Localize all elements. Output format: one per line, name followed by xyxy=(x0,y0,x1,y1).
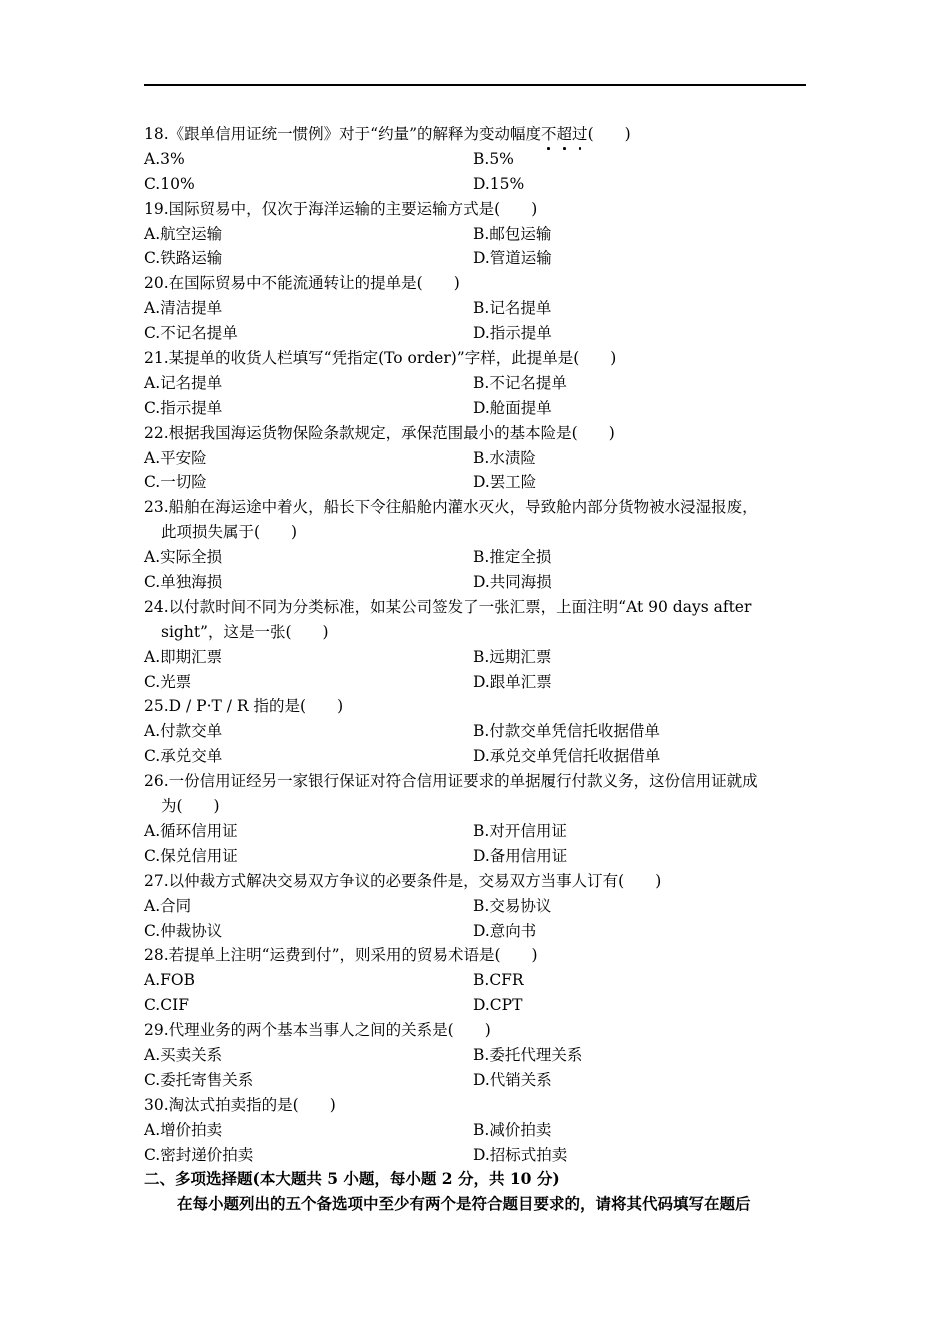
option-row xyxy=(144,321,806,346)
option-c[interactable]: C.承兑交单 xyxy=(144,747,223,766)
option-b[interactable]: B.交易协议 xyxy=(473,896,552,915)
option-a[interactable]: A.平安险 xyxy=(144,448,207,467)
option-c[interactable]: C.光票 xyxy=(144,672,192,691)
option-c[interactable]: C.10% xyxy=(144,174,195,193)
option-b[interactable]: B.推定全损 xyxy=(473,548,552,567)
option-row xyxy=(144,296,806,321)
option-a[interactable]: A.清洁提单 xyxy=(144,299,223,318)
option-b[interactable]: B.付款交单凭信托收据借单 xyxy=(473,722,660,741)
option-row xyxy=(144,470,806,495)
option-row xyxy=(144,993,806,1018)
option-row xyxy=(144,719,806,744)
option-row xyxy=(144,172,806,197)
option-row xyxy=(144,222,806,247)
option-c[interactable]: C.委托寄售关系 xyxy=(144,1070,254,1089)
section-heading: 二、多项选择题(本大题共 5 小题，每小题 2 分，共 10 分) xyxy=(144,1169,560,1189)
question-stem: 19.国际贸易中，仅次于海洋运输的主要运输方式是( ) xyxy=(144,199,538,218)
option-row xyxy=(144,744,806,769)
option-d[interactable]: D.罢工险 xyxy=(473,473,537,492)
option-b[interactable]: B.邮包运输 xyxy=(473,224,552,243)
emphasis-char: 不 xyxy=(541,122,557,147)
option-c[interactable]: C.不记名提单 xyxy=(144,324,238,343)
option-d[interactable]: D.15% xyxy=(473,174,525,193)
option-a[interactable]: A.循环信用证 xyxy=(144,821,238,840)
option-d[interactable]: D.意向书 xyxy=(473,921,537,940)
question-stem: 30.淘汰式拍卖指的是( ) xyxy=(144,1095,336,1114)
option-row xyxy=(144,1118,806,1143)
option-row xyxy=(144,1068,806,1093)
option-row xyxy=(144,396,806,421)
option-row xyxy=(144,570,806,595)
question-block xyxy=(144,869,806,944)
option-c[interactable]: C.仲裁协议 xyxy=(144,921,223,940)
question-block xyxy=(144,421,806,496)
option-row xyxy=(144,968,806,993)
option-a[interactable]: A.增价拍卖 xyxy=(144,1120,223,1139)
question-block xyxy=(144,197,806,272)
option-row xyxy=(144,246,806,271)
option-c[interactable]: C.单独海损 xyxy=(144,573,223,592)
option-d[interactable]: D.指示提单 xyxy=(473,324,552,343)
option-d[interactable]: D.代销关系 xyxy=(473,1070,552,1089)
question-stem: 21.某提单的收货人栏填写“凭指定(To order)”字样，此提单是( ) xyxy=(144,349,617,368)
option-c[interactable]: C.保兑信用证 xyxy=(144,846,238,865)
option-row xyxy=(144,1043,806,1068)
option-row xyxy=(144,919,806,944)
option-d[interactable]: D.舱面提单 xyxy=(473,398,552,417)
option-b[interactable]: B.水渍险 xyxy=(473,448,536,467)
option-d[interactable]: D.管道运输 xyxy=(473,249,552,268)
option-b[interactable]: B.CFR xyxy=(473,971,524,990)
question-block xyxy=(144,122,806,197)
option-a[interactable]: A.即期汇票 xyxy=(144,647,223,666)
option-row xyxy=(144,545,806,570)
question-stem: 25.D / P·T / R 指的是( ) xyxy=(144,697,344,716)
option-row xyxy=(144,819,806,844)
question-stem: 20.在国际贸易中不能流通转让的提单是( ) xyxy=(144,274,460,293)
option-c[interactable]: C.密封递价拍卖 xyxy=(144,1145,254,1164)
option-a[interactable]: A.买卖关系 xyxy=(144,1045,223,1064)
option-a[interactable]: A.航空运输 xyxy=(144,224,223,243)
question-block xyxy=(144,271,806,346)
question-block xyxy=(144,495,806,595)
question-stem: 27.以仲裁方式解决交易双方争议的必要条件是，交易双方当事人订有( ) xyxy=(144,871,662,890)
question-stem-continued: 为( ) xyxy=(161,797,220,816)
option-a[interactable]: A.3% xyxy=(144,149,185,168)
option-a[interactable]: A.记名提单 xyxy=(144,373,223,392)
question-stem-continued: 此项损失属于( ) xyxy=(161,523,298,542)
option-row xyxy=(144,645,806,670)
option-b[interactable]: B.远期汇票 xyxy=(473,647,552,666)
question-stem: 22.根据我国海运货物保险条款规定，承保范围最小的基本险是( ) xyxy=(144,423,615,442)
emphasis-char: 过 xyxy=(572,122,588,147)
question-stem: 26.一份信用证经另一家银行保证对符合信用证要求的单据履行付款义务，这份信用证就成 xyxy=(144,772,758,791)
option-d[interactable]: D.备用信用证 xyxy=(473,846,568,865)
question-stem: 24.以付款时间不同为分类标准，如某公司签发了一张汇票，上面注明“At 90 days after xyxy=(144,597,752,616)
question-block xyxy=(144,1093,806,1168)
option-c[interactable]: C.指示提单 xyxy=(144,398,223,417)
question-block xyxy=(144,1018,806,1093)
option-b[interactable]: B.委托代理关系 xyxy=(473,1045,583,1064)
option-c[interactable]: C.CIF xyxy=(144,996,189,1015)
header-rule xyxy=(144,84,806,86)
option-row xyxy=(144,446,806,471)
option-a[interactable]: A.付款交单 xyxy=(144,722,223,741)
question-block xyxy=(144,694,806,769)
option-row xyxy=(144,371,806,396)
option-d[interactable]: D.共同海损 xyxy=(473,573,552,592)
option-row xyxy=(144,844,806,869)
option-a[interactable]: A.FOB xyxy=(144,971,195,990)
question-stem: 23.船舶在海运途中着火，船长下令往船舱内灌水灭火，导致舱内部分货物被水浸湿报废， xyxy=(144,498,758,517)
question-block xyxy=(144,595,806,695)
option-d[interactable]: D.跟单汇票 xyxy=(473,672,552,691)
option-a[interactable]: A.合同 xyxy=(144,896,192,915)
question-stem: 18.《跟单信用证统一惯例》对于“约量”的解释为变动幅度不超过( ) xyxy=(144,122,806,147)
option-row xyxy=(144,894,806,919)
question-block xyxy=(144,346,806,421)
question-stem-continued: sight”，这是一张( ) xyxy=(161,622,329,641)
option-c[interactable]: C.铁路运输 xyxy=(144,249,223,268)
option-d[interactable]: D.承兑交单凭信托收据借单 xyxy=(473,747,661,766)
emphasis-char: 超 xyxy=(557,122,573,147)
option-row xyxy=(144,147,806,172)
option-b[interactable]: B.对开信用证 xyxy=(473,821,567,840)
option-row xyxy=(144,1143,806,1168)
option-a[interactable]: A.实际全损 xyxy=(144,548,223,567)
option-d[interactable]: D.CPT xyxy=(473,996,523,1015)
option-b[interactable]: B.不记名提单 xyxy=(473,373,567,392)
option-b[interactable]: B.记名提单 xyxy=(473,299,552,318)
option-c[interactable]: C.一切险 xyxy=(144,473,207,492)
question-block xyxy=(144,943,806,1018)
question-stem: 28.若提单上注明“运费到付”，则采用的贸易术语是( ) xyxy=(144,946,538,965)
section-instructions: 在每小题列出的五个备选项中至少有两个是符合题目要求的，请将其代码填写在题后 xyxy=(177,1194,751,1214)
question-stem: 29.代理业务的两个基本当事人之间的关系是( ) xyxy=(144,1021,491,1040)
option-b[interactable]: B.5% xyxy=(473,149,514,168)
question-block xyxy=(144,769,806,869)
option-b[interactable]: B.减价拍卖 xyxy=(473,1120,552,1139)
question-list xyxy=(144,122,806,1217)
option-d[interactable]: D.招标式拍卖 xyxy=(473,1145,568,1164)
option-row xyxy=(144,670,806,695)
